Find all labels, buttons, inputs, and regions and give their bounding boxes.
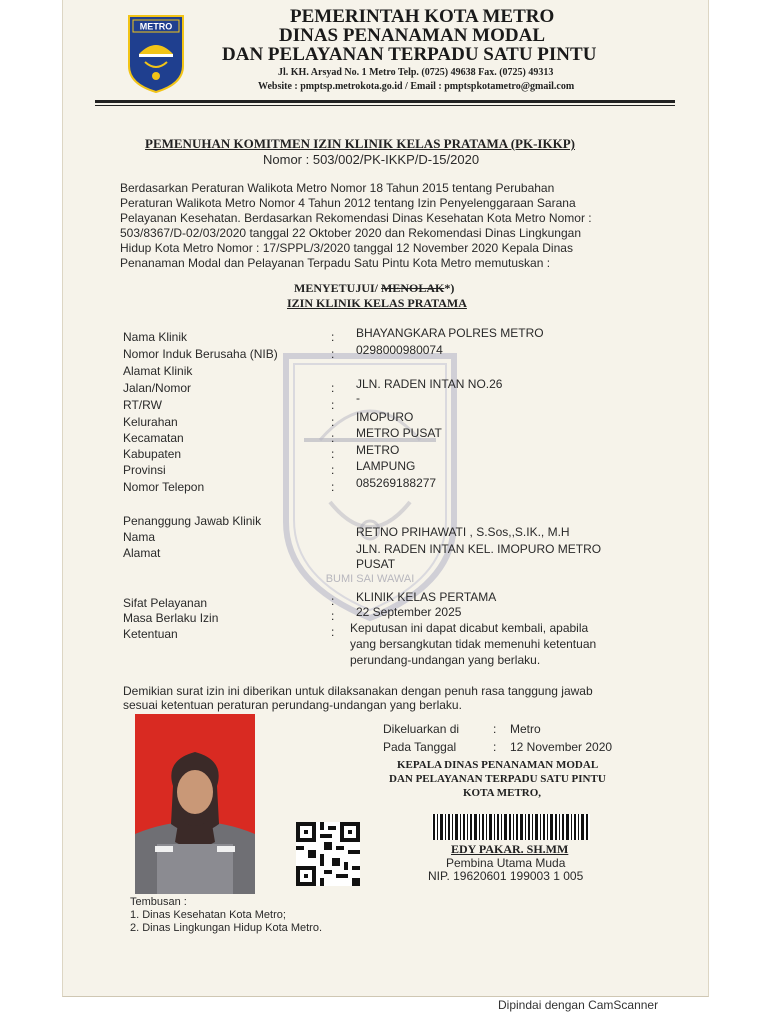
preamble-line: Hidup Kota Metro Nomor : 17/SPPL/3/2020 tanggal 12 November 2020 Kepala Dinas — [120, 241, 573, 255]
header-website: Website : pmptsp.metrokota.go.id / Email : pmptspkotametro@gmail.com — [258, 81, 575, 92]
field-colon: : — [331, 347, 335, 361]
issued-place-value: Metro — [510, 722, 541, 736]
watermark-motto: BUMI SAI WAWAI — [325, 573, 415, 585]
field-value-rt-rw: - — [356, 391, 360, 405]
field-colon: : — [331, 447, 335, 461]
field-colon: : — [331, 381, 335, 395]
provision-value-cont: perundang-undangan yang berlaku. — [350, 653, 541, 667]
field-label-street: Jalan/Nomor — [123, 381, 192, 395]
logo-label: METRO — [139, 21, 173, 32]
header-agency-line1: DINAS PENANAMAN MODAL — [279, 25, 545, 46]
preamble-line: Berdasarkan Peraturan Walikota Metro Nomor 18 Tahun 2015 tentang Perubahan — [120, 181, 555, 195]
document-title: PEMENUHAN KOMITMEN IZIN KLINIK KELAS PRATAMA (PK-IKKP) — [145, 136, 575, 151]
field-colon: : — [331, 480, 335, 494]
field-label-district: Kecamatan — [123, 431, 184, 445]
holder-photo — [135, 714, 255, 894]
field-colon: : — [331, 431, 335, 445]
qr-code — [296, 822, 360, 886]
responsible-address-value-cont: PUSAT — [356, 557, 396, 571]
field-value-regency: METRO — [356, 443, 400, 457]
responsible-heading: Penanggung Jawab Klinik — [123, 514, 262, 528]
field-label-phone: Nomor Telepon — [123, 480, 205, 494]
header-rule-thin — [95, 105, 675, 106]
preamble-line: 503/8367/D-02/03/2020 tanggal 22 Oktober 2020 dan Rekomendasi Dinas Lingkungan — [120, 226, 582, 240]
field-value-phone: 085269188277 — [356, 476, 437, 490]
field-label-village: Kelurahan — [123, 415, 178, 429]
preamble-line: Penanaman Modal dan Pelayanan Terpadu Satu Pintu Kota Metro memutuskan : — [120, 256, 551, 270]
field-value-province: LAMPUNG — [356, 459, 416, 473]
issued-place-label: Dikeluarkan di — [383, 722, 460, 736]
signatory-title: DAN PELAYANAN TERPADU SATU PINTU — [389, 773, 606, 785]
preamble-line: Peraturan Walikota Metro Nomor 4 Tahun 2012 tentang Izin Penyelenggaraan Sarana — [120, 196, 576, 210]
service-nature-label: Sifat Pelayanan — [123, 596, 208, 610]
field-colon: : — [331, 625, 335, 639]
field-colon: : — [493, 722, 497, 736]
provision-value-cont: yang bersangkutan tidak memenuhi ketentuan — [350, 637, 597, 651]
decision-line — [294, 281, 454, 296]
responsible-address-value: JLN. RADEN INTAN KEL. IMOPURO METRO — [356, 542, 602, 556]
header-agency-line2: DAN PELAYANAN TERPADU SATU PINTU — [222, 44, 597, 65]
field-colon: : — [331, 415, 335, 429]
preamble-line: Pelayanan Kesehatan. Berdasarkan Rekomendasi Dinas Kesehatan Kota Metro Nomor : — [120, 211, 592, 225]
responsible-name-label: Nama — [123, 530, 156, 544]
closing-line: Demikian surat izin ini diberikan untuk dilaksanakan dengan penuh rasa tanggung jawab — [123, 684, 593, 698]
field-label-province: Provinsi — [123, 463, 166, 477]
document-number: Nomor : 503/002/PK-IKKP/D-15/2020 — [263, 152, 480, 167]
field-value-nib: 0298000980074 — [356, 343, 443, 357]
cc-item: 2. Dinas Lingkungan Hidup Kota Metro. — [130, 922, 323, 934]
scanner-watermark-text: Dipindai dengan CamScanner — [498, 998, 659, 1012]
cc-item: 1. Dinas Kesehatan Kota Metro; — [130, 909, 286, 921]
cc-heading: Tembusan : — [130, 896, 187, 908]
signatory-title: KEPALA DINAS PENANAMAN MODAL — [397, 759, 599, 771]
decision-reject: MENOLAK — [381, 281, 445, 295]
field-label-clinic-name: Nama Klinik — [123, 330, 188, 344]
issued-date-value: 12 November 2020 — [510, 740, 613, 754]
field-label-rt-rw: RT/RW — [123, 398, 162, 412]
signatory-rank: Pembina Utama Muda — [446, 856, 566, 870]
decision-subject: IZIN KLINIK KELAS PRATAMA — [287, 296, 467, 310]
service-nature-value: KLINIK KELAS PERTAMA — [356, 590, 497, 604]
field-colon: : — [493, 740, 497, 754]
field-value-district: METRO PUSAT — [356, 426, 442, 440]
validity-label: Masa Berlaku Izin — [123, 611, 219, 625]
field-colon: : — [331, 398, 335, 412]
signatory-title: KOTA METRO, — [463, 787, 542, 799]
field-value-clinic-name: BHAYANGKARA POLRES METRO — [356, 326, 544, 340]
barcode — [432, 814, 590, 840]
field-colon: : — [331, 594, 335, 608]
responsible-address-label: Alamat — [123, 546, 161, 560]
field-label-clinic-address: Alamat Klinik — [123, 364, 193, 378]
field-label-regency: Kabupaten — [123, 447, 182, 461]
city-emblem-logo — [127, 14, 185, 94]
provision-label: Ketentuan — [123, 627, 178, 641]
field-colon: : — [331, 463, 335, 477]
closing-line: sesuai ketentuan peraturan perundang-undangan yang berlaku. — [123, 698, 462, 712]
signatory-nip: NIP. 19620601 199003 1 005 — [428, 869, 584, 883]
header-government: PEMERINTAH KOTA METRO — [290, 6, 555, 27]
responsible-name-value: RETNO PRIHAWATI , S.Sos,,S.IK., M.H — [356, 525, 570, 539]
header-address: Jl. KH. Arsyad No. 1 Metro Telp. (0725) 49638 Fax. (0725) 49313 — [278, 67, 554, 78]
provision-value: Keputusan ini dapat dicabut kembali, apabila — [350, 621, 589, 635]
decision-approve: MENYETUJUI/ — [294, 281, 382, 295]
field-value-street: JLN. RADEN INTAN NO.26 — [356, 377, 503, 391]
header-rule-thick — [95, 100, 675, 103]
field-value-village: IMOPURO — [356, 410, 414, 424]
signatory-name: EDY PAKAR. SH.MM — [451, 842, 569, 856]
issued-date-label: Pada Tanggal — [383, 740, 457, 754]
field-label-nib: Nomor Induk Berusaha (NIB) — [123, 347, 278, 361]
field-colon: : — [331, 609, 335, 623]
decision-mark: *) — [444, 281, 455, 295]
validity-value: 22 September 2025 — [356, 605, 462, 619]
field-colon: : — [331, 330, 335, 344]
